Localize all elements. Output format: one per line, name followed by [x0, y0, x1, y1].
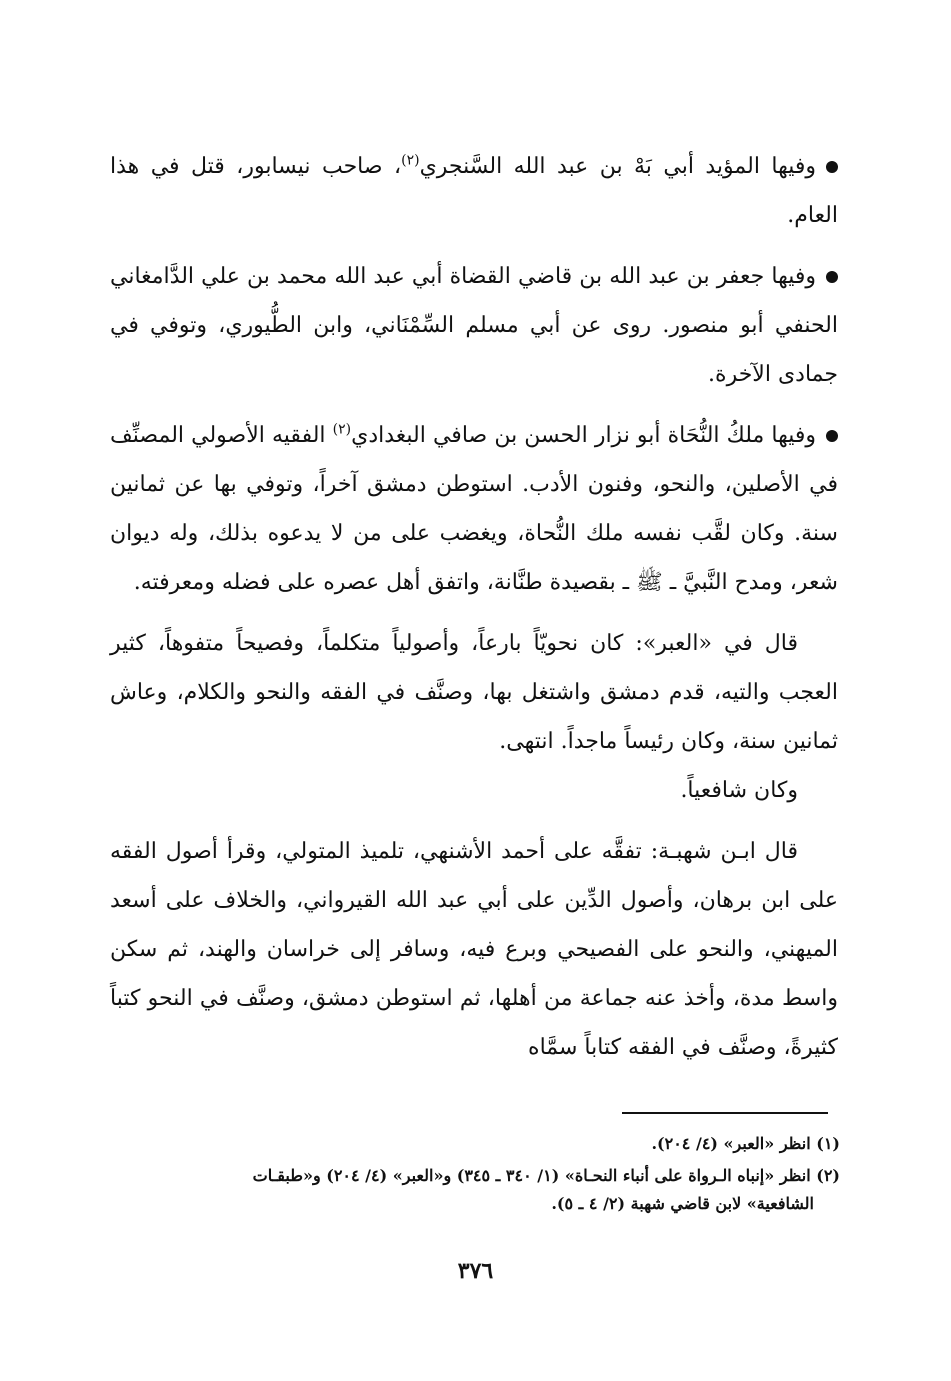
footnote-2 [110, 1162, 840, 1218]
footnote-text: انظر «العبر» (٤/ ٢٠٤). [651, 1134, 811, 1153]
footnote-text-cont: الشافعية» لابن قاضي شهبة (٢/ ٤ ـ ٥). [551, 1194, 814, 1213]
paragraph-6 [110, 827, 838, 1072]
paragraph-text-cont: الفقيه الأصولي المصنِّف في الأصلين، والنحو، وفنون الأدب. استوطن دمشق آخراً، وتوفي بها عن ثمانين سنة. وكان لقَّب نفسه ملك النُّحاة، ويغضب على من لا يدعوه بذلك، وله ديوان شعر، ومدح النَّبيَّ ـ ﷺ ـ بقصيدة طنَّانة، واتفق أهل عصره على فضله ومعرفته. [110, 423, 838, 595]
footnote-ref: (٢) [401, 152, 420, 169]
bullet-icon [826, 430, 838, 442]
paragraph-text: وفيها جعفر بن عبد الله بن قاضي القضاة أبي عبد الله محمد بن علي الدَّامغاني الحنفي أبو منصور. روى عن أبي مسلم السِّمْنَاني، وابن الطُّيوري، وتوفي في جمادى الآخرة. [110, 264, 838, 387]
paragraph-text-cont: ، صاحب نيسابور، قتل في هذا العام. [110, 154, 838, 228]
footnote-number: (٢) [816, 1166, 840, 1185]
paragraph-text: قال في «العبر»: كان نحويّاً بارعاً، وأصولياً متكلماً، وفصيحاً متفوهاً، كثير العجب والتيه، قدم دمشق واشتغل بها، وصنَّف في الفقه والنحو والكلام، وعاش ثمانين سنة، وكان رئيساً ماجداً. انتهى. [110, 631, 838, 754]
paragraph-text: وكان شافعياً. [680, 778, 798, 803]
footnote-text: انظر «إنباه الـرواة على أنباء النحـاة» (١/ ٣٤٠ ـ ٣٤٥) و«العبر» (٤/ ٢٠٤) و«طبقـات [252, 1166, 811, 1185]
main-text [110, 142, 838, 1072]
paragraph-text: قال ابـن شهبـة: تفقَّه على أحمد الأشنهي، تلميذ المتولي، وقرأ أصول الفقه على ابن برهان، وأصول الدِّين على أبي عبد الله القيرواني، والخلاف على أسعد الميهني، والنحو على الفصيحي وبرع فيه، وسافر إلى خراسان والهند، ثم سكن واسط مدة، وأخذ عنه جماعة من أهلها، ثم استوطن دمشق، وصنَّف في النحو كتباً كثيرةً، وصنَّف في الفقه كتاباً سمَّاه [110, 839, 838, 1060]
page-number: ٣٧٦ [457, 1258, 494, 1284]
paragraph-3 [110, 411, 838, 607]
paragraph-2 [110, 252, 838, 399]
paragraph-4 [110, 619, 838, 766]
footnote-number: (١) [816, 1134, 840, 1153]
footnote-separator [622, 1112, 828, 1114]
footnote-1 [110, 1130, 840, 1158]
bullet-icon [826, 161, 838, 173]
paragraph-text: وفيها ملكُ النُّحَاة أبو نزار الحسن بن صافي البغدادي [351, 423, 816, 448]
paragraph-text: وفيها المؤيد أبي بَهْ بن عبد الله السَّنجري [419, 154, 816, 179]
footnotes [110, 1130, 840, 1222]
footnote-ref: (٢) [332, 421, 352, 438]
paragraph-5 [110, 766, 838, 815]
paragraph-1 [110, 142, 838, 240]
bullet-icon [826, 271, 838, 283]
